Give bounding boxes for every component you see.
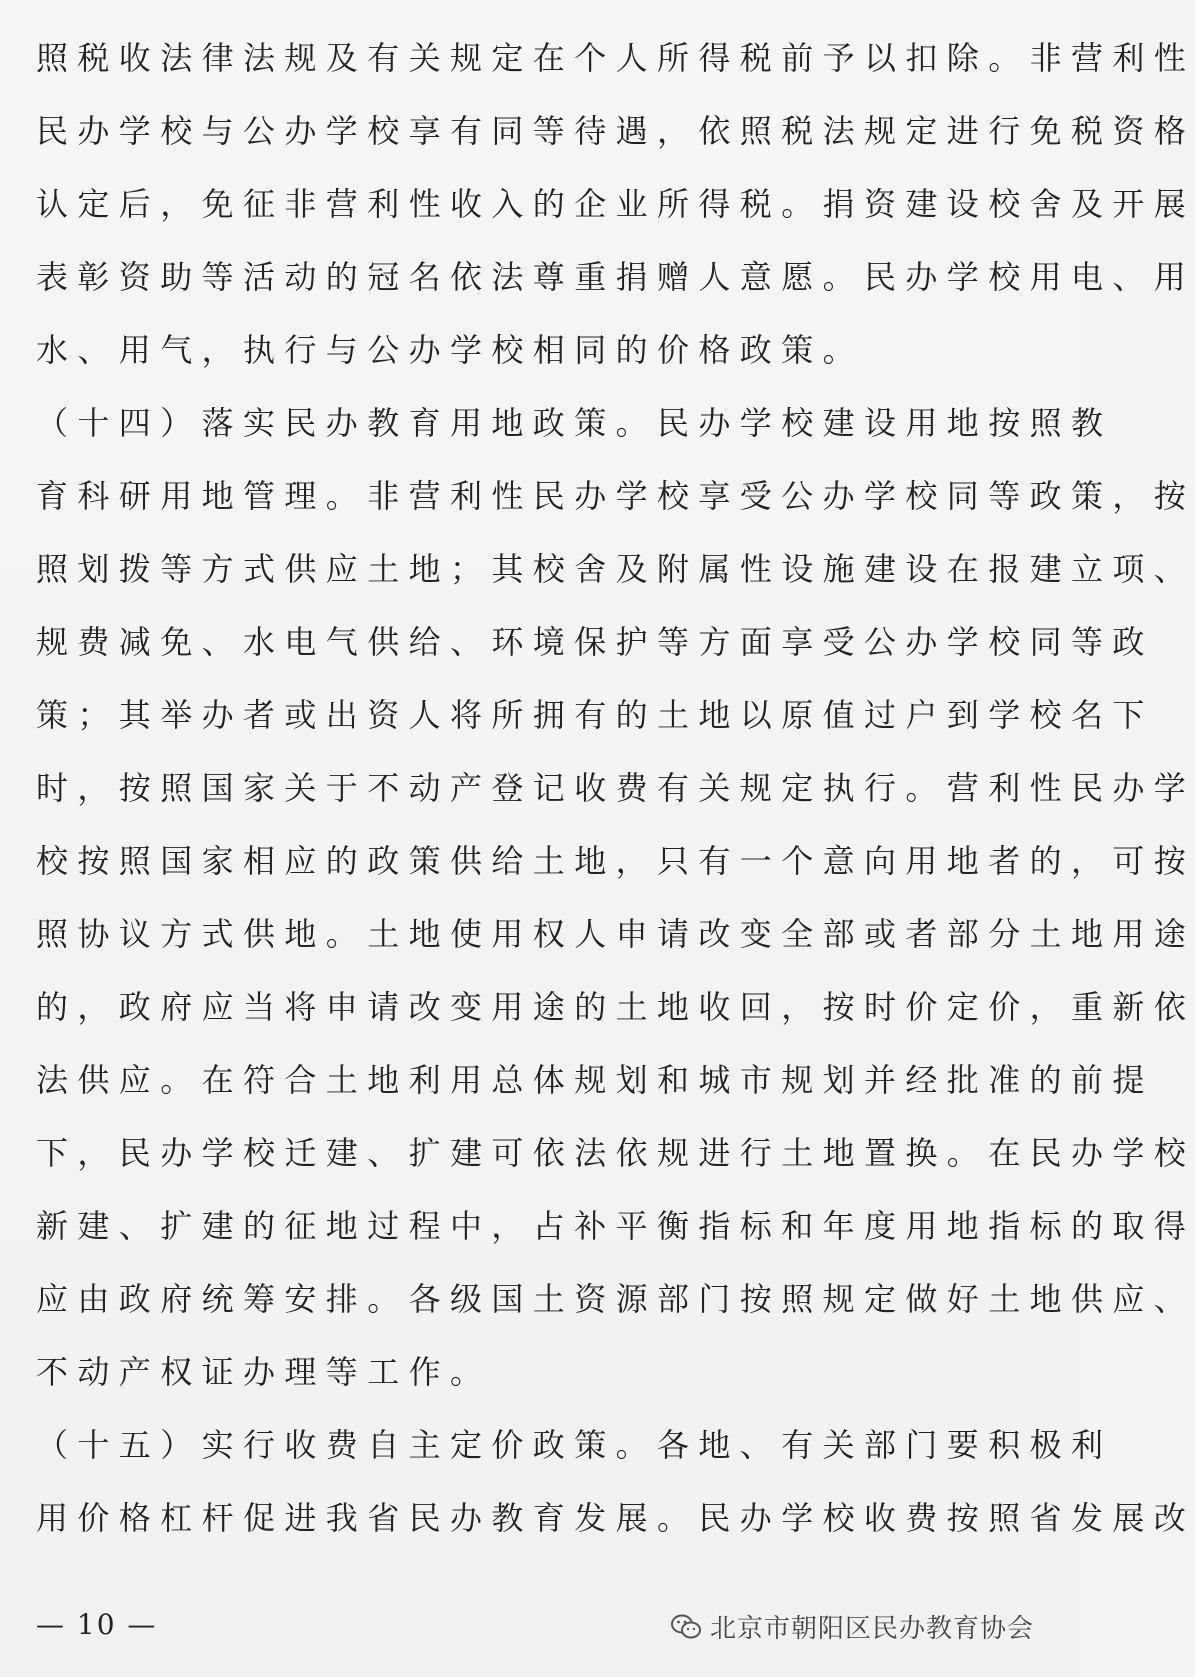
text-line: 照划拨等方式供应土地；其校舍及附属性设施建设在报建立项、 (36, 550, 1195, 588)
text-line: 时，按照国家关于不动产登记收费有关规定执行。营利性民办学 (36, 769, 1195, 807)
text-line: 照协议方式供地。土地使用权人申请改变全部或者部分土地用途 (36, 915, 1195, 953)
text-line: 应由政府统筹安排。各级国土资源部门按照规定做好土地供应、 (36, 1280, 1195, 1318)
text-line: 照税收法律法规及有关规定在个人所得税前予以扣除。非营利性 (36, 39, 1195, 77)
text-line: 用价格杠杆促进我省民办教育发展。民办学校收费按照省发展改 (36, 1499, 1195, 1537)
text-line: 认定后，免征非营利性收入的企业所得税。捐资建设校舍及开展 (36, 185, 1195, 223)
text-line: 新建、扩建的征地过程中，占补平衡指标和年度用地指标的取得 (36, 1207, 1195, 1245)
section-heading-line: （十五）实行收费自主定价政策。各地、有关部门要积极利 (36, 1426, 1113, 1464)
wechat-icon (670, 1611, 702, 1643)
text-line: 校按照国家相应的政策供给土地，只有一个意向用地者的，可按 (36, 842, 1195, 880)
text-line: 的，政府应当将申请改变用途的土地收回，按时价定价，重新依 (36, 988, 1195, 1026)
page-number: — 10 — (36, 1608, 158, 1641)
text-line: 下，民办学校迁建、扩建可依法依规进行土地置换。在民办学校 (36, 1134, 1195, 1172)
text-line: 育科研用地管理。非营利性民办学校享受公办学校同等政策，按 (36, 477, 1195, 515)
text-line: 规费减免、水电气供给、环境保护等方面享受公办学校同等政 (36, 623, 1154, 661)
page-footer (36, 1600, 1046, 1660)
text-line: 表彰资助等活动的冠名依法尊重捐赠人意愿。民办学校用电、用 (36, 258, 1195, 296)
section-heading-line: （十四）落实民办教育用地政策。民办学校建设用地按照教 (36, 404, 1113, 442)
text-line: 民办学校与公办学校享有同等待遇，依照税法规定进行免税资格 (36, 112, 1195, 150)
text-line: 策；其举办者或出资人将所拥有的土地以原值过户到学校名下 (36, 696, 1154, 734)
watermark (670, 1608, 1034, 1645)
text-line: 法供应。在符合土地利用总体规划和城市规划并经批准的前提 (36, 1061, 1154, 1099)
watermark-text: 北京市朝阳区民办教育协会 (709, 1614, 1034, 1644)
text-line: 不动产权证办理等工作。 (36, 1353, 492, 1391)
text-line: 水、用气，执行与公办学校相同的价格政策。 (36, 331, 865, 369)
body-text (36, 22, 1195, 1555)
